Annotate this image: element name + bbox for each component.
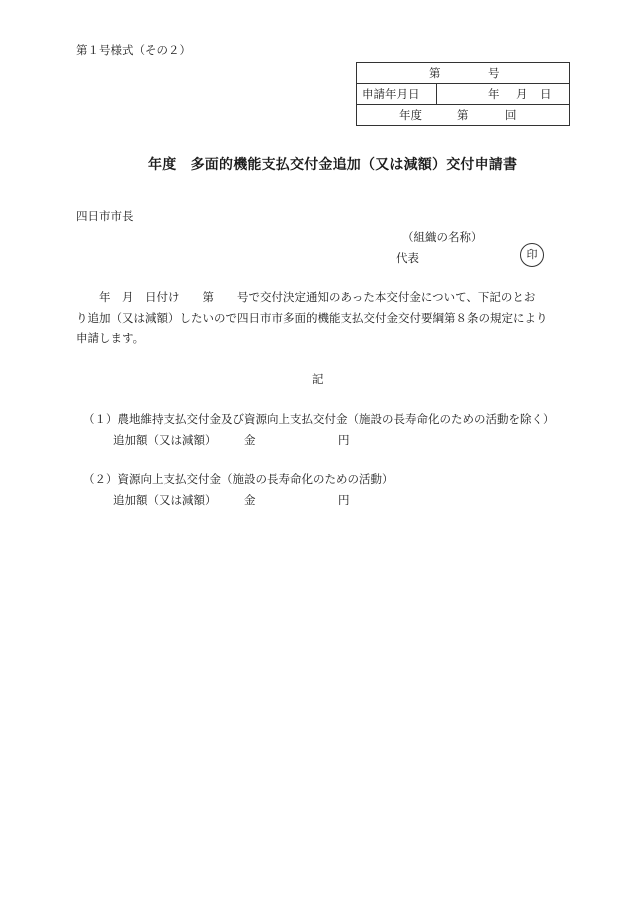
reception-divider xyxy=(436,84,437,105)
reception-kai: 回 xyxy=(505,108,517,122)
ki-heading: 記 xyxy=(312,372,324,386)
representative-label: 代表 xyxy=(396,251,419,265)
item-1-amount-label: 追加額（又は減額） xyxy=(113,433,217,447)
application-date-label: 申請年月日 xyxy=(362,87,420,101)
reception-nendo: 年度 xyxy=(399,108,422,122)
organization-name-label: （組織の名称） xyxy=(402,230,483,244)
item-1-yen: 円 xyxy=(338,433,350,447)
date-year: 年 xyxy=(488,87,500,101)
date-month: 月 xyxy=(516,87,528,101)
item-1-kin: 金 xyxy=(244,433,256,447)
seal-mark: 印 xyxy=(520,243,544,267)
body-text-line: 年 月 日付け 第 号で交付決定通知のあった本交付金について、下記のとお xyxy=(76,290,536,304)
addressee: 四日市市長 xyxy=(76,209,134,223)
reception-dai: 第 xyxy=(429,66,441,80)
reception-table xyxy=(356,62,570,126)
reception-row-date xyxy=(357,84,569,105)
item-2-heading: （２）資源向上支払交付金（施設の長寿命化のための活動） xyxy=(83,472,394,486)
reception-row-round xyxy=(357,105,569,126)
form-number: 第１号様式（その２） xyxy=(76,43,191,57)
body-text-line: り追加（又は減額）したいので四日市市多面的機能支払交付金交付要綱第８条の規定により xyxy=(76,311,548,325)
reception-go: 号 xyxy=(488,66,500,80)
reception-row-number xyxy=(357,63,569,84)
item-2-yen: 円 xyxy=(338,493,350,507)
document-title: 年度 多面的機能支払交付金追加（又は減額）交付申請書 xyxy=(148,157,518,173)
item-2-kin: 金 xyxy=(244,493,256,507)
item-1-heading: （１）農地維持支払交付金及び資源向上支払交付金（施設の長寿命化のための活動を除く） xyxy=(83,412,555,426)
reception-round-dai: 第 xyxy=(457,108,469,122)
body-text-line: 申請します。 xyxy=(76,331,145,345)
item-2-amount-label: 追加額（又は減額） xyxy=(113,493,217,507)
date-day: 日 xyxy=(540,87,552,101)
